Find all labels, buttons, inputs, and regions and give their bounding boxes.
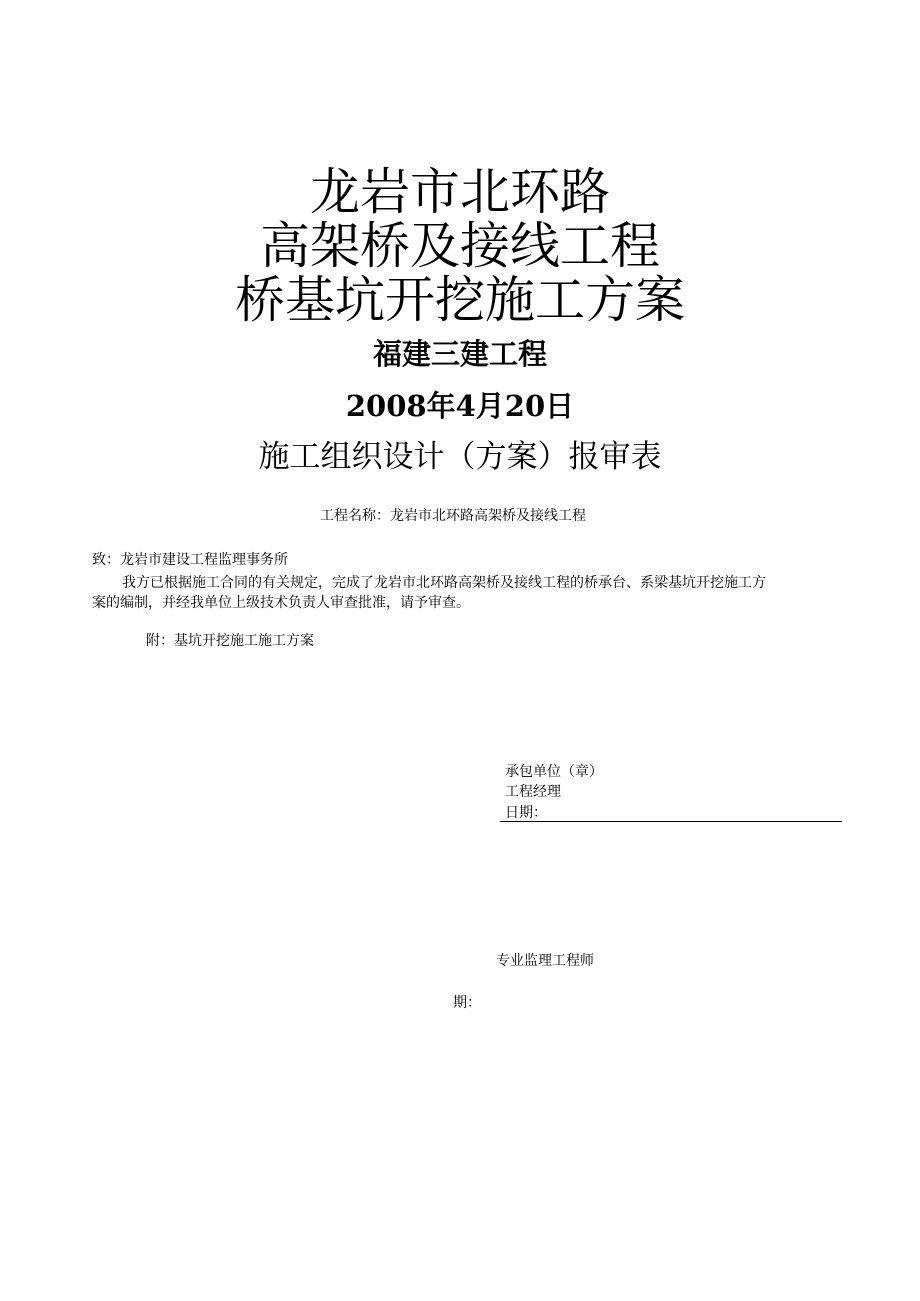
cover-title-line-1: 龙岩市北环路 [310, 163, 610, 221]
body-text-line-1: 我方已根据施工合同的有关规定，完成了龙岩市北环路高架桥及接线工程的桥承台、系梁基坑开挖施工方 [122, 575, 766, 591]
project-manager-label: 工程经理 [505, 784, 561, 800]
form-title: 施工组织设计（方案）报审表 [258, 439, 662, 475]
cover-date: 2008年4月20日 [345, 389, 575, 423]
supervisor-label: 专业监理工程师 [496, 953, 594, 969]
attachment-line: 附：基坑开挖施工施工方案 [146, 633, 314, 649]
body-text-line-2: 案的编制，并经我单位上级技术负责人审查批准，请予审查。 [92, 595, 470, 611]
project-name: 工程名称：龙岩市北环路高架桥及接线工程 [320, 508, 586, 524]
supervisor-date-label: 期： [453, 995, 481, 1011]
company-name: 福建三建工程 [372, 337, 547, 371]
date-label: 日期： [505, 805, 547, 821]
cover-title-line-3: 桥基坑开挖施工方案 [235, 271, 685, 329]
cover-title-line-2: 高架桥及接线工程 [260, 217, 660, 275]
recipient-line: 致：龙岩市建设工程监理事务所 [92, 552, 288, 568]
contractor-label: 承包单位（章） [505, 764, 603, 780]
date-underline [500, 821, 842, 822]
